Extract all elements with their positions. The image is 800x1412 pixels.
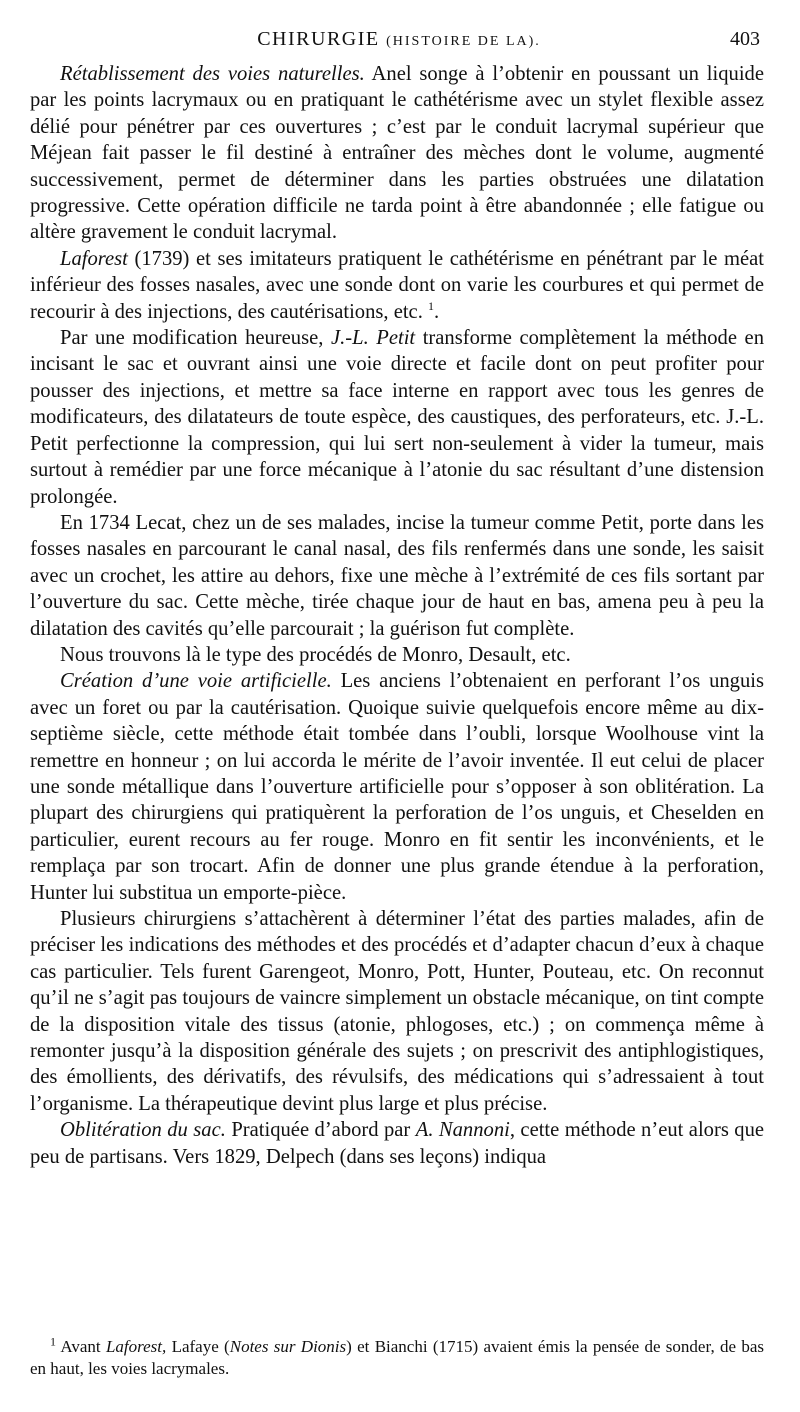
footnote-work-title: Notes sur Dionis: [229, 1337, 347, 1356]
paragraph: [30, 642, 764, 668]
footnote-reference: 1: [428, 298, 434, 313]
running-title-main: CHIRURGIE: [257, 28, 380, 50]
paragraph: [30, 325, 764, 510]
paragraph-text: transforme complètement la méthode en incisant le sac et ouvrant ainsi une voie directe et facile dont on peut profiter pour pousser des injections, et mettre sa face interne en rapport avec tous les genres de modificateurs, des dilatateurs de toute espèce, des caustiques, des perforateurs, etc. J.-L. Petit perfectionne la compression, qui lui sert non-seulement à vider la tumeur, mais surtout à remédier par une force mécanique à l’atonie du sac résultant d’une distension prolongée.: [30, 327, 764, 508]
page-number: 403: [730, 28, 760, 50]
paragraph-text: Plusieurs chirurgiens s’attachèrent à déterminer l’état des parties malades, afin de préciser les indications des méthodes et des procédés et d’adapter chacun d’eux à chaque cas particulier. Tels furent Garengeot, Monro, Pott, Hunter, Pouteau, etc. On reconnut qu’il ne s’agit pas toujours de vaincre simplement un obstacle mécanique, on tint compte de la disposition vitale des tissus (atonie, phlogoses, etc.) ; on commença même à remonter jusqu’à la disposition générale des sujets ; on prescrivit des antiphlogistiques, des émollients, des dérivatifs, des révulsifs, des médications qui s’adressaient à tout l’organisme. La thérapeutique devint plus large et plus précise.: [30, 908, 764, 1115]
paragraph: [30, 61, 764, 246]
section-heading: Oblitération du sac.: [60, 1119, 226, 1142]
author-name: J.-L. Petit: [330, 327, 416, 350]
body-text: [30, 61, 764, 1170]
running-header: [28, 28, 770, 58]
section-heading: Création d’une voie artificielle.: [60, 670, 332, 693]
paragraph-text: (1739) et ses imitateurs pratiquent le cathétérisme en pénétrant par le méat inférieur des fosses nasales, avec une sonde dont on varie les courbures et qui permet de recourir à des injections, des cautérisations, etc.: [30, 247, 764, 323]
footnote-text-mid: Lafaye (: [166, 1337, 230, 1356]
footnote-author-name: Laforest,: [105, 1337, 167, 1356]
paragraph-text: Nous trouvons là le type des procédés de Monro, Desault, etc.: [60, 643, 571, 666]
footnote-mark: 1: [50, 1334, 56, 1349]
paragraph-text: En 1734 Lecat, chez un de ses malades, incise la tumeur comme Petit, porte dans les fosses nasales en parcourant le canal nasal, des fils renfermés dans une sonde, les saisit avec un crochet, les attire au dehors, fixe une mèche à l’extrémité de ces fils sortant par l’ouverture du sac. Cette mèche, tirée chaque jour de haut en bas, amena peu à peu la dilatation des cavités qu’elle parcourait ; la guérison fut complète.: [30, 511, 764, 640]
paragraph-text-start: Par une modification heureuse,: [60, 327, 331, 350]
paragraph-text: Anel songe à l’obtenir en poussant un liquide par les points lacrymaux ou en pratiquant le cathétérisme avec un stylet flexible assez délié pour pénétrer par ces ouvertures ; c’est par le conduit lacrymal supérieur que Méjean fait passer le fil destiné à entraîner des mèches dont le volume, augmenté successivement, permet de déterminer dans les parties obstruées une dilatation progressive. Cette opération difficile ne tarda point à être abandonnée ; elle fatigue ou altère gravement le conduit lacrymal.: [30, 63, 764, 244]
paragraph-text: Pratiquée d’abord par: [225, 1119, 416, 1142]
paragraph-text-end: , cette méthode n’eut alors que peu de partisans. Vers 1829, Delpech (dans ses leçons) indiqua: [30, 1119, 765, 1168]
running-title: [28, 28, 770, 51]
footnote-text-end: ) et Bianchi (1715) avaient émis la pensée de sonder, de bas en haut, les voies lacrymales.: [30, 1337, 765, 1378]
paragraph: [30, 246, 764, 325]
running-title-sub: (HISTOIRE DE LA).: [386, 34, 541, 49]
paragraph: [30, 668, 764, 906]
paragraph: [30, 906, 764, 1117]
paragraph: [30, 510, 764, 642]
footnote-text: [30, 1336, 764, 1380]
paragraph-text-end: .: [434, 300, 440, 323]
footnote: [30, 1336, 764, 1380]
section-heading: Rétablissement des voies naturelles.: [60, 63, 365, 85]
author-name: A. Nannoni: [415, 1119, 510, 1142]
paragraph: [30, 1117, 764, 1170]
paragraph-text: Les anciens l’obtenaient en perforant l’os unguis avec un foret ou par la cautérisation. Quoique suivie quelquefois encore même au dix-septième siècle, cette méthode était tombée dans l’oubli, lorsque Woolhouse vint la remettre en honneur ; on lui accorda le mérite de l’avoir inventée. Il eut celui de placer une sonde métallique dans l’ouverture artificielle pour s’opposer à son oblitération. La plupart des chirurgiens qui pratiquèrent la perforation de l’os unguis, et Cheselden en particulier, eurent recours au fer rouge. Monro en fit sentir les inconvénients, et le remplaça par son trocart. Afin de donner une plus grande étendue à la perforation, Hunter lui substitua un emporte-pièce.: [30, 670, 764, 904]
author-name: Laforest: [60, 247, 128, 270]
footnote-text-start: Avant: [56, 1337, 106, 1356]
